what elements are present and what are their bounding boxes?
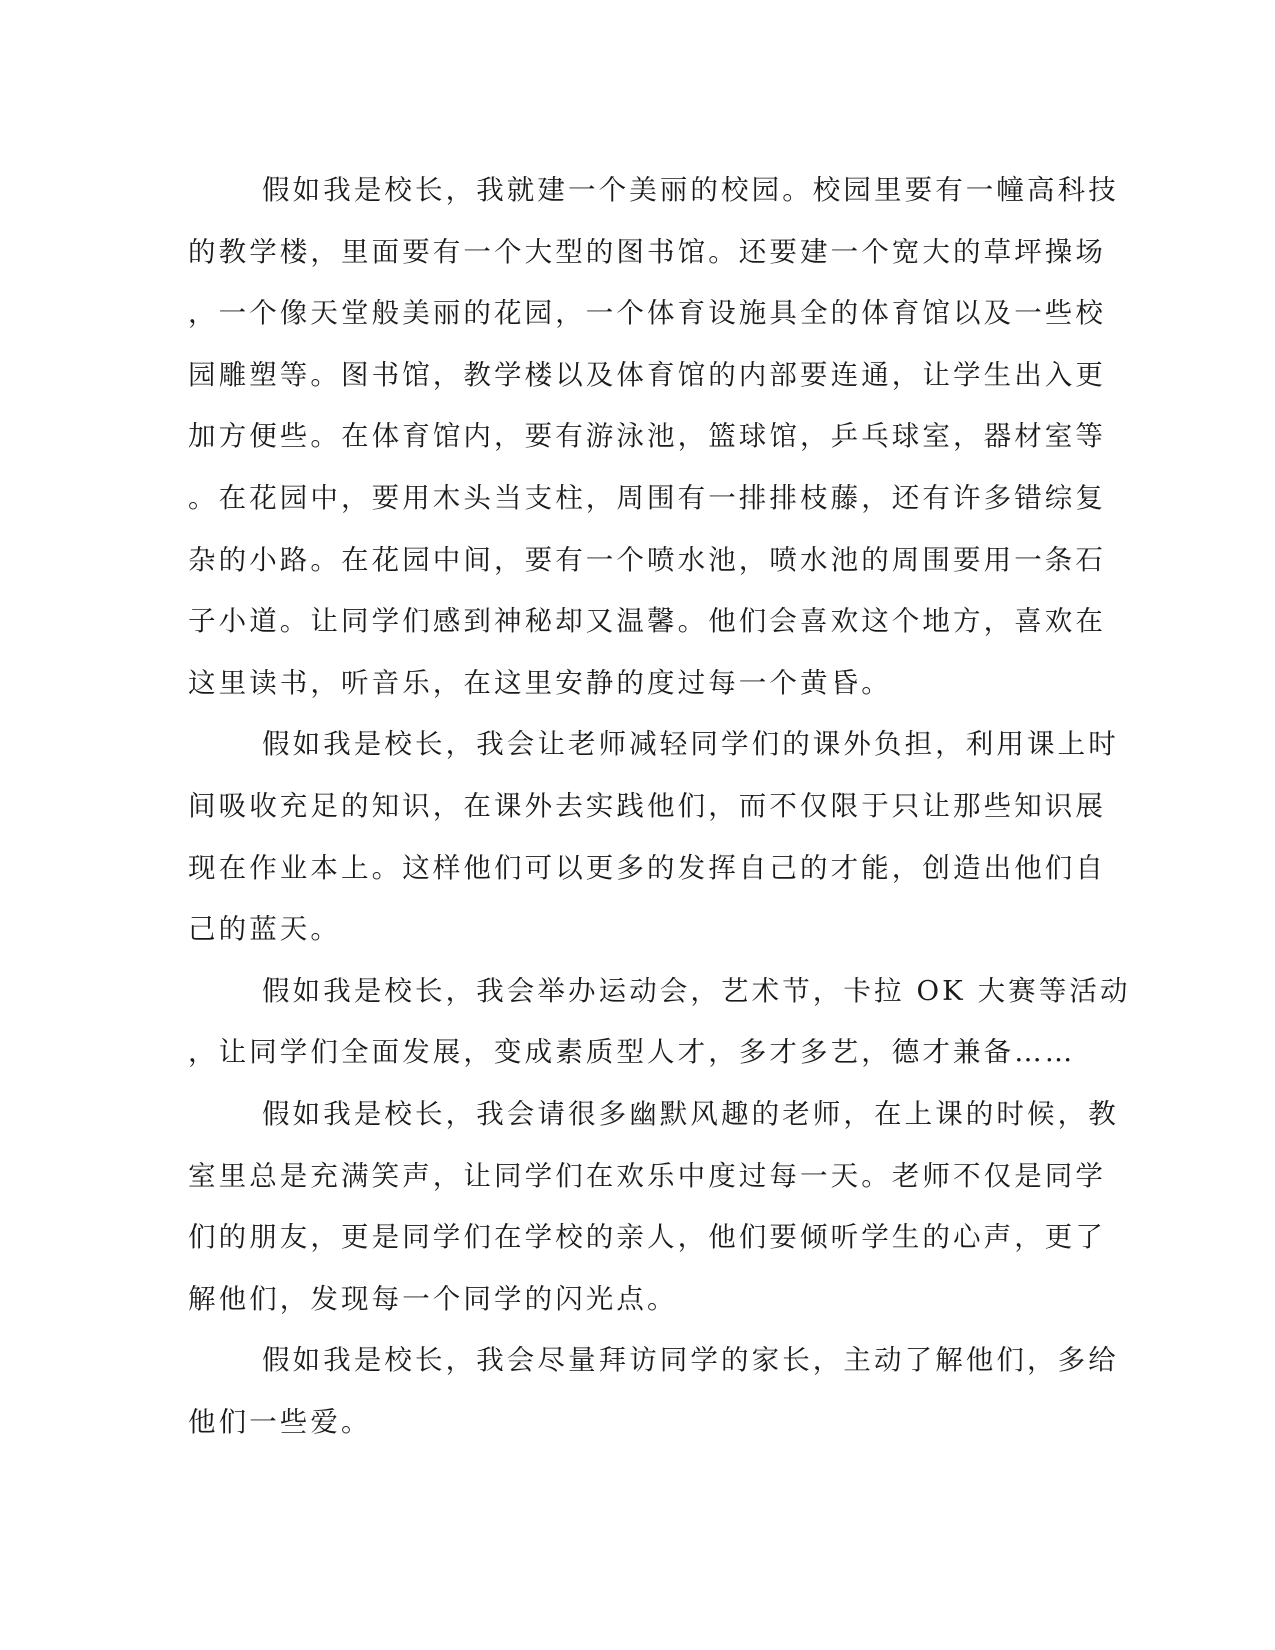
paragraph <box>188 160 1119 714</box>
text-line: 们的朋友，更是同学们在学校的亲人，他们要倾听学生的心声，更了 <box>188 1221 1106 1254</box>
text-line: 现在作业本上。这样他们可以更多的发挥自己的才能，创造出他们自 <box>188 851 1106 884</box>
document-body <box>188 160 1131 1453</box>
text-line: 假如我是校长，我就建一个美丽的校园。校园里要有一幢高科技 <box>262 174 1119 206</box>
text-line: 解他们，发现每一个同学的闪光点。 <box>188 1282 678 1315</box>
text-line: 假如我是校长，我会请很多幽默风趣的老师，在上课的时候，教 <box>262 1097 1119 1130</box>
text-line: 这里读书，听音乐，在这里安静的度过每一个黄昏。 <box>188 666 892 699</box>
text-line: ，一个像天堂般美丽的花园，一个体育设施具全的体育馆以及一些校 <box>188 297 1106 330</box>
paragraph <box>188 714 1119 960</box>
text-line: 的教学楼，里面要有一个大型的图书馆。还要建一个宽大的草坪操场 <box>188 235 1106 268</box>
paragraph <box>188 1330 1119 1453</box>
text-line: 。在花园中，要用木头当支柱，周围有一排排枝藤，还有许多错综复 <box>188 481 1106 514</box>
paragraph <box>188 1084 1119 1330</box>
text-line: 园雕塑等。图书馆，教学楼以及体育馆的内部要连通，让学生出入更 <box>188 358 1106 391</box>
text-line: 假如我是校长，我会尽量拜访同学的家长，主动了解他们，多给 <box>262 1344 1119 1377</box>
text-line: 间吸收充足的知识，在课外去实践他们，而不仅限于只让那些知识展 <box>188 789 1106 822</box>
text-line: 他们一些爱。 <box>188 1405 372 1438</box>
text-line: ，让同学们全面发展，变成素质型人才，多才多艺，德才兼备…… <box>188 1036 1076 1069</box>
text-line: 加方便些。在体育馆内，要有游泳池，篮球馆，乒乓球室，器材室等 <box>188 420 1106 453</box>
text-line: 假如我是校长，我会举办运动会，艺术节，卡拉 OK 大赛等活动 <box>262 974 1131 1007</box>
text-line: 己的蓝天。 <box>188 913 341 946</box>
text-line: 室里总是充满笑声，让同学们在欢乐中度过每一天。老师不仅是同学 <box>188 1159 1106 1192</box>
text-line: 杂的小路。在花园中间，要有一个喷水池，喷水池的周围要用一条石 <box>188 543 1106 576</box>
paragraph <box>188 961 1131 1084</box>
text-line: 子小道。让同学们感到神秘却又温馨。他们会喜欢这个地方，喜欢在 <box>188 605 1106 638</box>
text-line: 假如我是校长，我会让老师减轻同学们的课外负担，利用课上时 <box>262 728 1119 761</box>
